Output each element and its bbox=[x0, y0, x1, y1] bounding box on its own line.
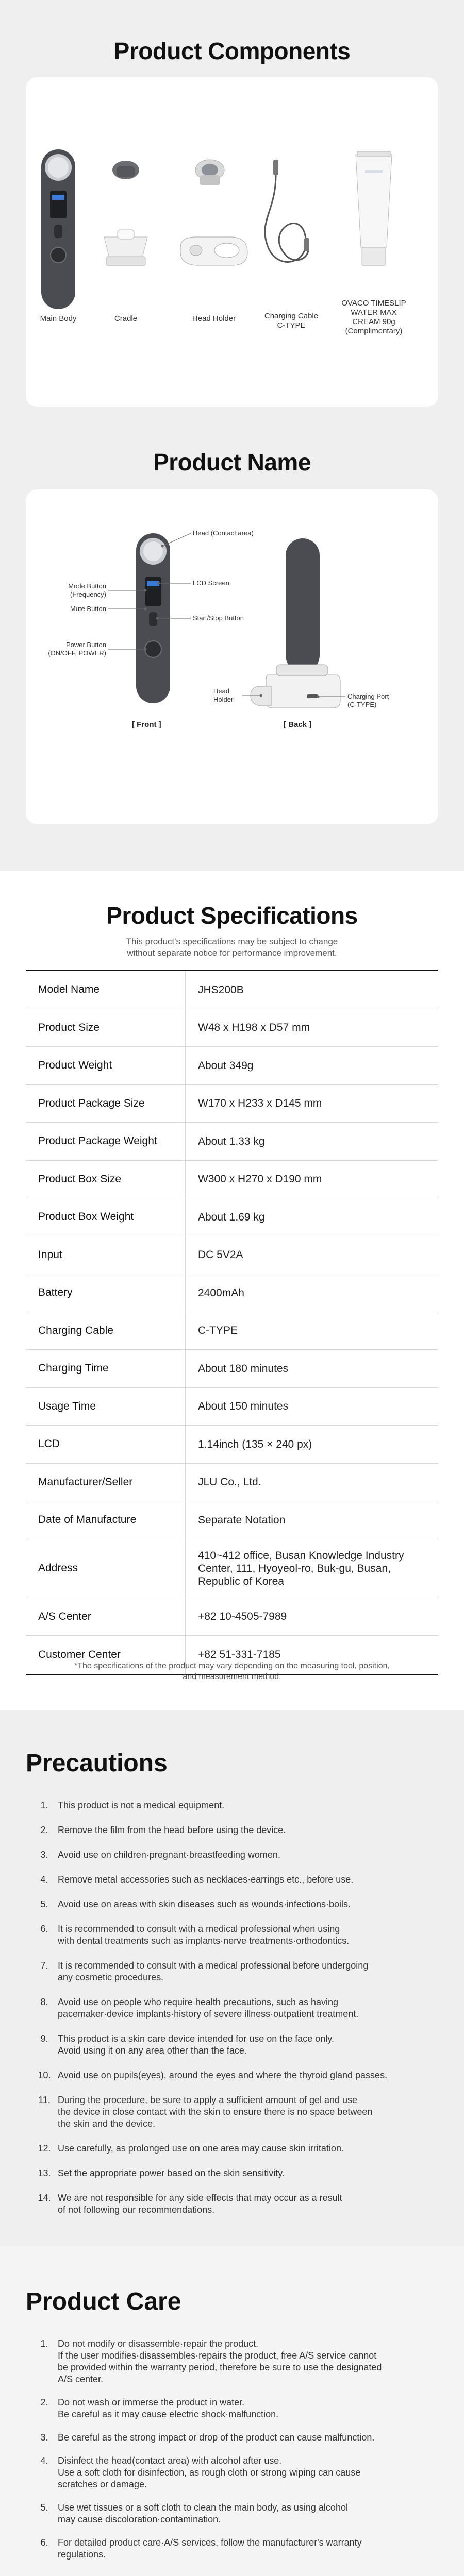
spec-value: About 1.69 kg bbox=[198, 1211, 265, 1223]
list-item bbox=[31, 2338, 443, 2385]
spec-value: About 1.33 kg bbox=[198, 1135, 265, 1147]
spec-row bbox=[26, 1426, 438, 1464]
list-item-text: Do not modify or disassemble·repair the product. If the user modifies·disassembles·repairs the product, free A/S service cannot be provided within the warranty period, therefore be sure to use the designated A/S center. bbox=[58, 2338, 382, 2384]
label-head: Head (Contact area) bbox=[193, 529, 254, 537]
spec-value: +82 10-4505-7989 bbox=[198, 1611, 287, 1623]
spec-value: About 180 minutes bbox=[198, 1362, 289, 1375]
list-item bbox=[31, 1996, 443, 2020]
spec-value: 1.14inch (135 × 240 px) bbox=[198, 1438, 312, 1450]
spec-value: About 150 minutes bbox=[198, 1400, 289, 1413]
list-item-number: 12. bbox=[38, 2143, 51, 2154]
precautions-title: Precautions bbox=[26, 1750, 168, 1777]
spec-key: Product Weight bbox=[26, 1047, 186, 1084]
label-start-stop: Start/Stop Button bbox=[193, 614, 244, 622]
label-charging-port: Charging Port (C-TYPE) bbox=[347, 692, 389, 708]
main-body-image bbox=[41, 149, 75, 309]
spec-value: JHS200B bbox=[198, 984, 244, 996]
spec-row bbox=[26, 1388, 438, 1426]
spec-row bbox=[26, 971, 438, 1009]
list-item-text: Remove metal accessories such as necklaces·earrings etc., before use. bbox=[58, 1874, 354, 1885]
spec-key: Usage Time bbox=[26, 1388, 186, 1426]
list-item-number: 5. bbox=[40, 1899, 48, 1909]
spec-row bbox=[26, 1236, 438, 1275]
spec-row bbox=[26, 1350, 438, 1388]
list-item bbox=[31, 1824, 443, 1836]
precautions-list bbox=[31, 1800, 443, 2229]
list-item-number: 13. bbox=[38, 2168, 51, 2178]
spec-key: Product Box Weight bbox=[26, 1198, 186, 1236]
list-item bbox=[31, 2192, 443, 2216]
list-item bbox=[31, 1874, 443, 1886]
list-item-text: Disinfect the head(contact area) with alcohol after use. Use a soft cloth for disinfection, as rough cloth or strong wiping can cause scratches or damage. bbox=[58, 2455, 361, 2489]
label-head-holder: Head Holder bbox=[213, 687, 234, 703]
product-name-title: Product Name bbox=[153, 449, 311, 476]
label-mode: Mode Button (Frequency) bbox=[68, 582, 106, 598]
list-item-number: 2. bbox=[40, 2397, 48, 2408]
list-item bbox=[31, 2455, 443, 2490]
list-item-number: 5. bbox=[40, 2502, 48, 2513]
spec-row bbox=[26, 1501, 438, 1539]
list-item bbox=[31, 2167, 443, 2179]
list-item-text: It is recommended to consult with a medical professional before undergoing any cosmetic procedures. bbox=[58, 1960, 369, 1982]
spec-key: Product Box Size bbox=[26, 1161, 186, 1198]
head-holder-image bbox=[180, 160, 247, 265]
list-item bbox=[31, 1849, 443, 1861]
spec-key: Customer Center bbox=[26, 1636, 186, 1674]
list-item bbox=[31, 2432, 443, 2444]
spec-value: +82 51-331-7185 bbox=[198, 1649, 281, 1661]
list-item-text: For detailed product care·A/S services, follow the manufacturer's warranty regulations. bbox=[58, 2537, 362, 2560]
list-item-text: Avoid use on people who require health precautions, such as having pacemaker·device implants·history of severe illness·outpatient treatment. bbox=[58, 1997, 359, 2019]
components-title: Product Components bbox=[113, 38, 351, 64]
list-item bbox=[31, 2502, 443, 2526]
list-item bbox=[31, 2033, 443, 2057]
components-card bbox=[26, 77, 438, 407]
spec-value: JLU Co., Ltd. bbox=[198, 1476, 261, 1488]
list-item-text: Use wet tissues or a soft cloth to clean the main body, as using alcohol may cause discoloration·contamination. bbox=[58, 2502, 348, 2524]
list-item bbox=[31, 2537, 443, 2561]
list-item-text: We are not responsible for any side effects that may occur as a result of not following our recommendations. bbox=[58, 2193, 342, 2215]
care-list bbox=[31, 2338, 443, 2572]
list-item bbox=[31, 1960, 443, 1984]
list-item bbox=[31, 2094, 443, 2130]
spec-row bbox=[26, 1274, 438, 1312]
specs-table bbox=[26, 970, 438, 1675]
spec-value: 410~412 office, Busan Knowledge Industry Center, 111, Hyoyeol-ro, Buk-gu, Busan, Republic of Korea bbox=[198, 1549, 404, 1587]
cradle-image bbox=[104, 161, 147, 266]
list-item-text: Use carefully, as prolonged use on one area may cause skin irritation. bbox=[58, 2143, 344, 2154]
spec-key: Charging Cable bbox=[26, 1312, 186, 1350]
list-item-number: 9. bbox=[40, 2033, 48, 2044]
list-item-number: 1. bbox=[40, 2338, 48, 2349]
list-item-number: 10. bbox=[38, 2070, 51, 2080]
list-item-number: 4. bbox=[40, 1874, 48, 1885]
spec-value: W300 x H270 x D190 mm bbox=[198, 1173, 322, 1185]
list-item-text: Do not wash or immerse the product in water. Be careful as it may cause electric shock·malfunction. bbox=[58, 2397, 279, 2419]
component-label-cradle: Cradle bbox=[114, 314, 138, 323]
spec-key: Input bbox=[26, 1236, 186, 1274]
label-mute: Mute Button bbox=[70, 605, 106, 613]
list-item-text: Be careful as the strong impact or drop of the product can cause malfunction. bbox=[58, 2432, 375, 2443]
list-item-text: Avoid use on pupils(eyes), around the eyes and where the thyroid gland passes. bbox=[58, 2070, 388, 2080]
list-item bbox=[31, 2397, 443, 2420]
front-caption: [ Front ] bbox=[132, 720, 161, 729]
spec-value: Separate Notation bbox=[198, 1514, 286, 1526]
spec-value: W48 x H198 x D57 mm bbox=[198, 1022, 310, 1034]
spec-value: C-TYPE bbox=[198, 1325, 238, 1337]
list-item-text: During the procedure, be sure to apply a sufficient amount of gel and use the device in close contact with the skin to ensure there is no space between the skin and the device. bbox=[58, 2095, 373, 2129]
component-label-main-body: Main Body bbox=[40, 314, 77, 323]
list-item-text: This product is a skin care device intended for use on the face only. Avoid using it on any area other than the face. bbox=[58, 2033, 334, 2056]
spec-value: DC 5V2A bbox=[198, 1249, 243, 1261]
spec-row bbox=[26, 1598, 438, 1636]
list-item bbox=[31, 1800, 443, 1811]
components-illustration bbox=[26, 77, 438, 407]
spec-key: Product Package Weight bbox=[26, 1123, 186, 1160]
spec-row bbox=[26, 1085, 438, 1123]
spec-key: Address bbox=[26, 1539, 186, 1598]
list-item-text: Avoid use on children·pregnant·breastfeeding women. bbox=[58, 1850, 280, 1860]
list-item bbox=[31, 1923, 443, 1947]
list-item-text: This product is not a medical equipment. bbox=[58, 1800, 225, 1810]
list-item-number: 1. bbox=[40, 1800, 48, 1810]
list-item bbox=[31, 1899, 443, 1910]
label-lcd: LCD Screen bbox=[193, 579, 229, 587]
spec-value: About 349g bbox=[198, 1059, 254, 1072]
list-item-text: Set the appropriate power based on the skin sensitivity. bbox=[58, 2168, 285, 2178]
spec-key: Battery bbox=[26, 1274, 186, 1312]
spec-key: Manufacturer/Seller bbox=[26, 1464, 186, 1501]
spec-key: Product Package Size bbox=[26, 1085, 186, 1123]
list-item-number: 6. bbox=[40, 1924, 48, 1934]
spec-row bbox=[26, 1312, 438, 1350]
spec-key: Product Size bbox=[26, 1009, 186, 1047]
component-label-head-holder: Head Holder bbox=[192, 314, 236, 323]
list-item-number: 3. bbox=[40, 2432, 48, 2443]
spec-key: A/S Center bbox=[26, 1598, 186, 1636]
spec-row bbox=[26, 1161, 438, 1199]
list-item-number: 11. bbox=[38, 2095, 51, 2105]
label-power: Power Button (ON/OFF, POWER) bbox=[48, 641, 106, 657]
spec-row bbox=[26, 1464, 438, 1502]
list-item-number: 4. bbox=[40, 2455, 48, 2466]
spec-row bbox=[26, 1123, 438, 1161]
spec-key: Charging Time bbox=[26, 1350, 186, 1387]
charging-cable-image bbox=[265, 160, 309, 262]
list-item-number: 7. bbox=[40, 1960, 48, 1971]
list-item bbox=[31, 2143, 443, 2155]
spec-value: 2400mAh bbox=[198, 1286, 244, 1299]
spec-key: Model Name bbox=[26, 971, 186, 1009]
spec-row bbox=[26, 1539, 438, 1598]
care-title: Product Care bbox=[26, 2288, 181, 2315]
spec-row bbox=[26, 1009, 438, 1047]
spec-value: W170 x H233 x D145 mm bbox=[198, 1097, 322, 1110]
spec-row bbox=[26, 1047, 438, 1085]
list-item-number: 14. bbox=[38, 2193, 51, 2203]
list-item-text: Avoid use on areas with skin diseases such as wounds·infections·boils. bbox=[58, 1899, 351, 1909]
list-item-number: 6. bbox=[40, 2537, 48, 2548]
specs-note: *The specifications of the product may vary depending on the measuring tool, position, and measurement method. bbox=[74, 1662, 390, 1681]
list-item bbox=[31, 2070, 443, 2081]
list-item-number: 2. bbox=[40, 1825, 48, 1835]
spec-row bbox=[26, 1198, 438, 1236]
back-caption: [ Back ] bbox=[284, 720, 312, 729]
back-device-image bbox=[251, 538, 340, 708]
list-item-text: Remove the film from the head before using the device. bbox=[58, 1825, 286, 1835]
component-label-charging-cable: Charging Cable C-TYPE bbox=[264, 312, 319, 330]
spec-key: Date of Manufacture bbox=[26, 1501, 186, 1539]
specs-title: Product Specifications bbox=[106, 902, 358, 929]
specs-subtitle: This product's specifications may be subject to change without separate notice for performance improvement. bbox=[126, 937, 338, 958]
product-name-card bbox=[26, 489, 438, 824]
list-item-number: 8. bbox=[40, 1997, 48, 2007]
list-item-text: It is recommended to consult with a medical professional when using with dental treatments such as implants·nerve treatments·orthodontics. bbox=[58, 1924, 350, 1946]
list-item-number: 3. bbox=[40, 1850, 48, 1860]
cream-tube-image bbox=[356, 151, 392, 266]
component-label-cream: OVACO TIMESLIP WATER MAX CREAM 90g (Complimentary) bbox=[341, 299, 406, 335]
spec-key: LCD bbox=[26, 1426, 186, 1463]
